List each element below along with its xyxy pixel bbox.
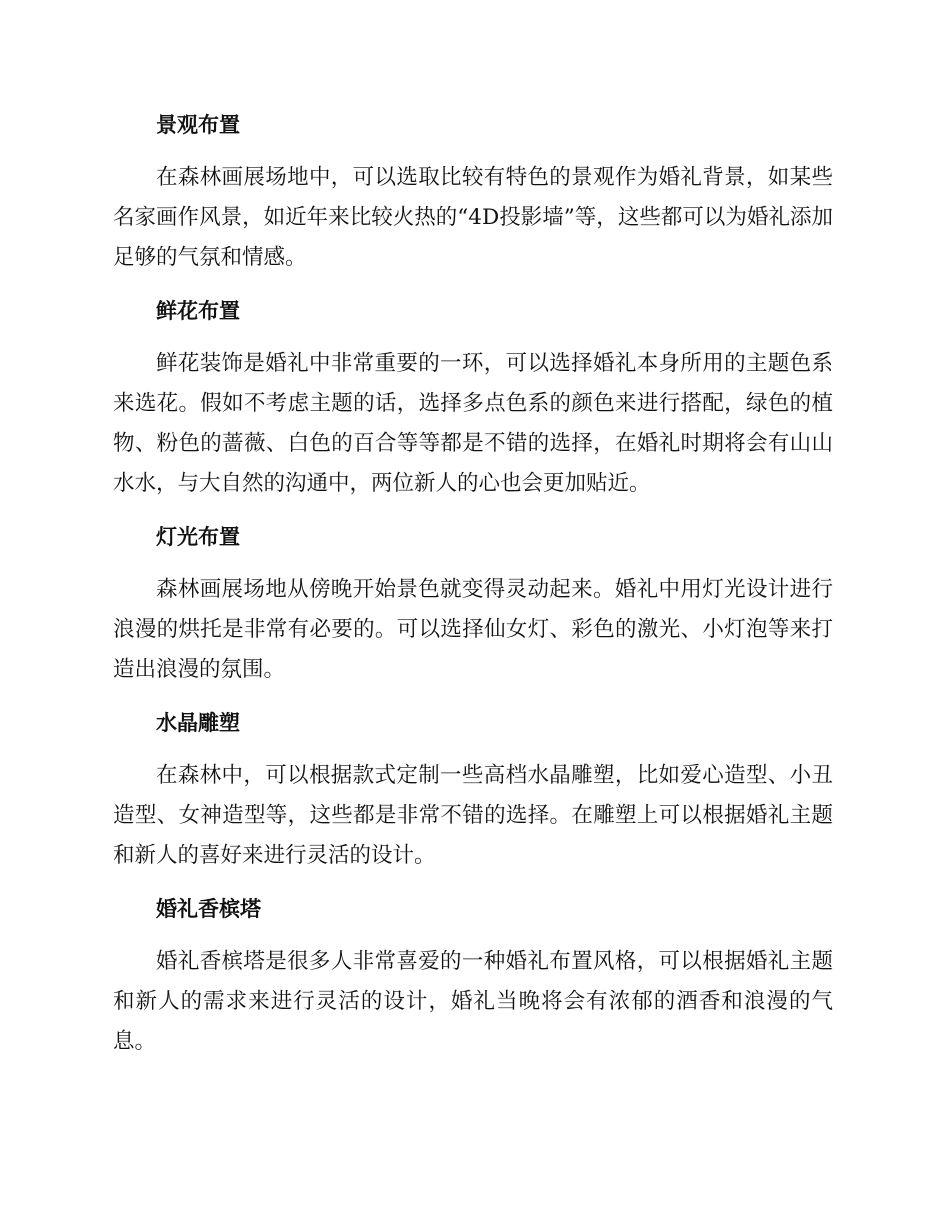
section-paragraph: 在森林画展场地中，可以选取比较有特色的景观作为婚礼背景，如某些名家画作风景，如近年来比较火热的“4D投影墙”等，这些都可以为婚礼添加足够的气氛和情感。	[113, 165, 833, 270]
document-page	[113, 104, 833, 1074]
section-paragraph: 在森林中，可以根据款式定制一些高档水晶雕塑，比如爱心造型、小丑造型、女神造型等，这些都是非常不错的选择。在雕塑上可以根据婚礼主题和新人的喜好来进行灵活的设计。	[113, 763, 833, 868]
section-heading: 婚礼香槟塔	[156, 897, 261, 921]
section-heading: 鲜花布置	[156, 299, 240, 323]
section-paragraph: 鲜花装饰是婚礼中非常重要的一环，可以选择婚礼本身所用的主题色系来选花。假如不考虑主题的话，选择多点色系的颜色来进行搭配，绿色的植物、粉色的蔷薇、白色的百合等等都是不错的选择，在婚礼时期将会有山山水水，与大自然的沟通中，两位新人的心也会更加贴近。	[113, 351, 833, 496]
section-heading: 景观布置	[156, 113, 240, 137]
section-heading: 灯光布置	[156, 525, 240, 549]
section-paragraph: 森林画展场地从傍晚开始景色就变得灵动起来。婚礼中用灯光设计进行浪漫的烘托是非常有必要的。可以选择仙女灯、彩色的激光、小灯泡等来打造出浪漫的氛围。	[113, 577, 833, 682]
section-lighting	[113, 516, 833, 690]
section-flowers	[113, 290, 833, 504]
section-heading: 水晶雕塑	[156, 711, 240, 735]
section-crystal-sculpture	[113, 702, 833, 876]
section-landscape	[113, 104, 833, 278]
section-champagne-tower	[113, 888, 833, 1062]
section-paragraph: 婚礼香槟塔是很多人非常喜爱的一种婚礼布置风格，可以根据婚礼主题和新人的需求来进行灵活的设计，婚礼当晚将会有浓郁的酒香和浪漫的气息。	[113, 949, 833, 1054]
